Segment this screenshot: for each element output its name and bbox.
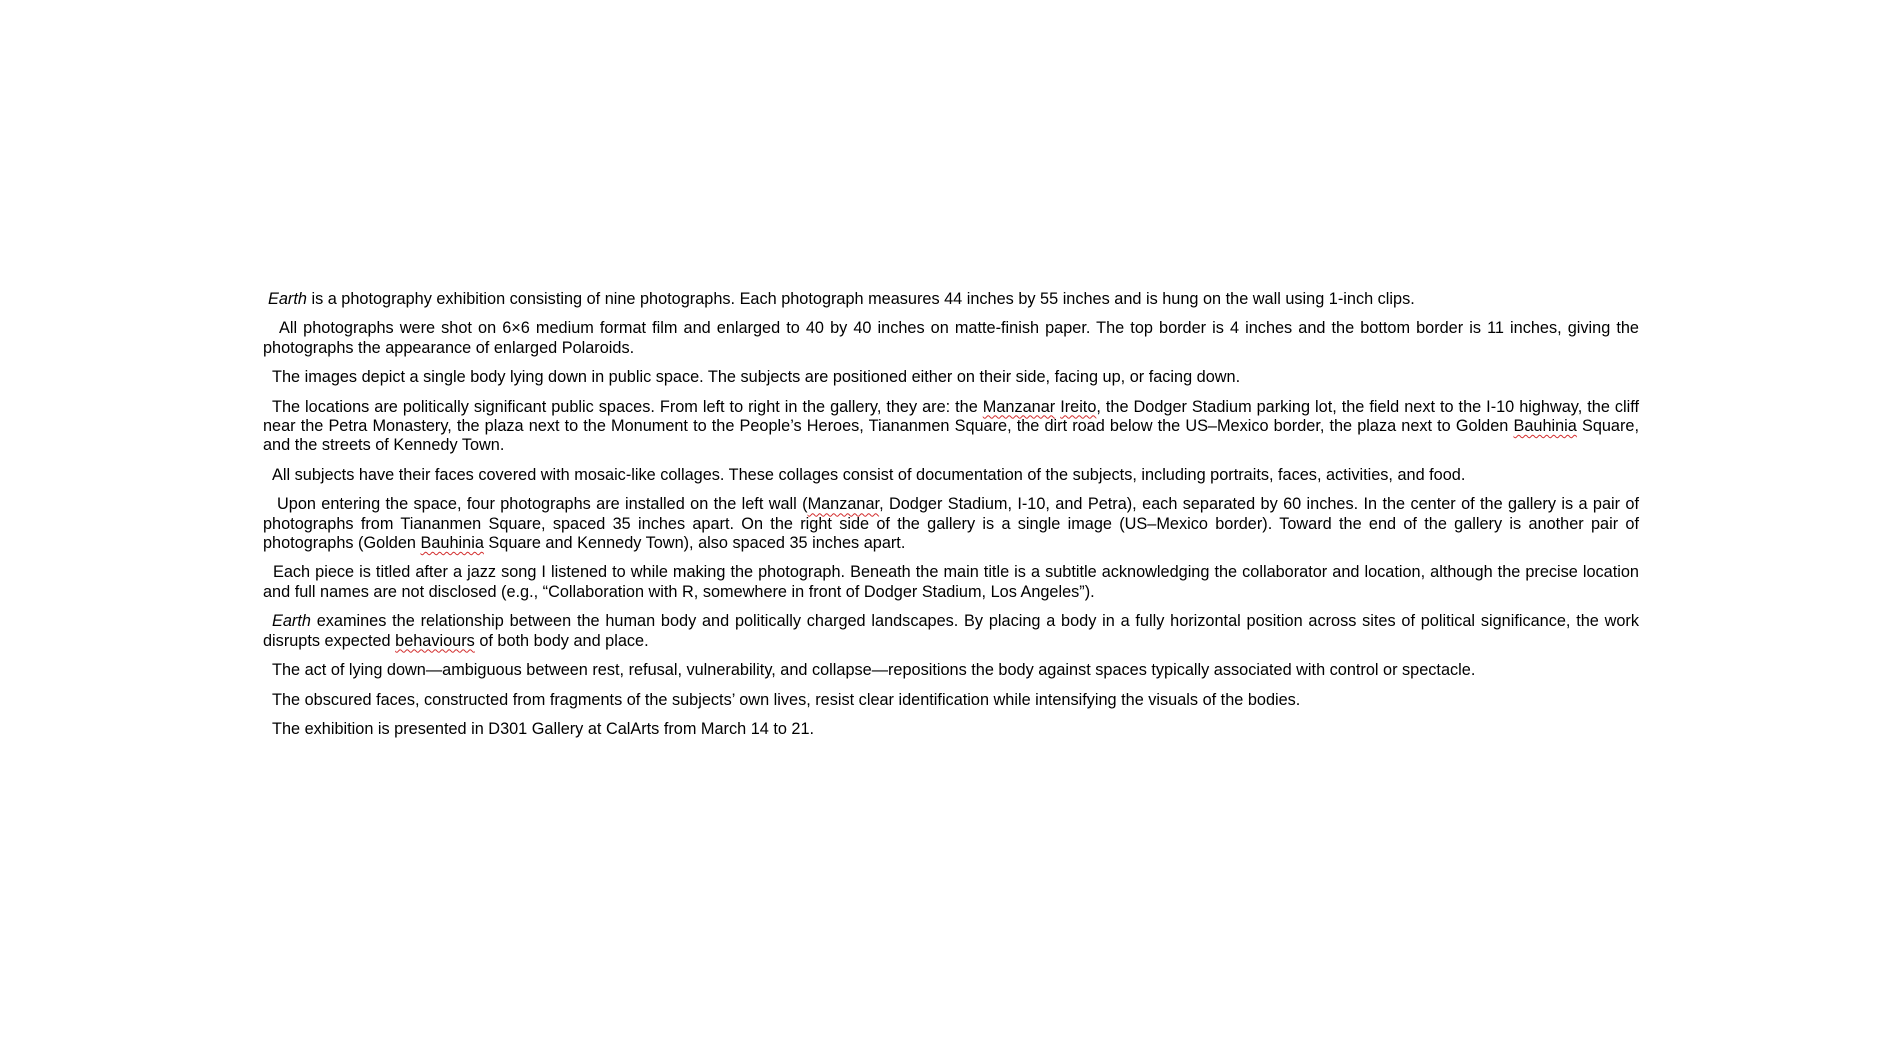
spellcheck-word[interactable]: Bauhinia	[420, 534, 484, 553]
paragraph-venue	[263, 720, 1639, 739]
text-segment: , the Dodger Stadium parking lot, the field next to the I-10 highway, the cliff near the Petra Monastery, the plaza next to the Monument to the People’s Heroes, Tiananmen Square, the dirt road below the US–Mexico border, the plaza next to Golden	[263, 397, 1639, 436]
text-segment: The images depict a single body lying down in public space. The subjects are positioned either on their side, facing up, or facing down.	[272, 368, 1241, 387]
paragraph-format	[263, 319, 1639, 358]
paragraph-faces	[263, 691, 1639, 710]
paragraph-locations	[263, 398, 1639, 456]
text-segment: The locations are politically significant public spaces. From left to right in the gallery, they are: the	[272, 397, 983, 416]
spellcheck-word[interactable]: Manzanar	[807, 495, 880, 514]
text-segment: All subjects have their faces covered with mosaic-like collages. These collages consist of documentation of the subjects, including portraits, faces, activities, and food.	[272, 465, 1466, 484]
text-segment: examines the relationship between the human body and politically charged landscapes. By placing a body in a fully horizontal position across sites of political significance, the work disrupts expected	[263, 612, 1639, 650]
exhibition-title: Earth	[272, 612, 311, 631]
text-segment: The exhibition is presented in D301 Gallery at CalArts from March 14 to 21.	[272, 719, 815, 738]
paragraph-titles	[263, 563, 1639, 602]
spellcheck-word[interactable]: Manzanar	[982, 397, 1056, 416]
text-segment: is a photography exhibition consisting of nine photographs. Each photograph measures 44 inches by 55 inches and is hung on the wall using 1-inch clips.	[306, 290, 1415, 308]
text-segment: The act of lying down—ambiguous between rest, refusal, vulnerability, and collapse—repositions the body against spaces typically associated with control or spectacle.	[272, 661, 1476, 680]
paragraph-installation	[263, 495, 1639, 553]
paragraph-collages	[263, 466, 1639, 485]
spellcheck-word[interactable]: Ireito	[1060, 397, 1097, 416]
paragraph-concept	[263, 612, 1639, 651]
paragraph-images	[263, 368, 1639, 387]
text-segment: The obscured faces, constructed from fragments of the subjects’ own lives, resist clear identification while intensifying the visuals of the bodies.	[272, 690, 1301, 709]
document-body[interactable]	[263, 290, 1639, 749]
text-segment: Each piece is titled after a jazz song I listened to while making the photograph. Beneath the main title is a subtitle acknowledging the collaborator and location, although the precise location and full names are not disclosed (e.g., “Collaboration with R, somewhere in front of Dodger Stadium, Los Angeles”).	[263, 563, 1639, 601]
text-segment: All photographs were shot on 6×6 medium format film and enlarged to 40 by 40 inches on matte-finish paper. The top border is 4 inches and the bottom border is 11 inches, giving the photographs the appearance of enlarged Polaroids.	[263, 319, 1639, 357]
spellcheck-word[interactable]: behaviours	[395, 631, 475, 650]
text-segment: Square, and the streets of Kennedy Town.	[263, 417, 1639, 455]
paragraph-intro	[263, 290, 1639, 309]
text-segment: Upon entering the space, four photographs are installed on the left wall (	[277, 495, 808, 514]
text-segment: of both body and place.	[474, 631, 649, 650]
exhibition-title: Earth	[268, 290, 307, 308]
text-segment: , Dodger Stadium, I-10, and Petra), each separated by 60 inches. In the center of the gallery is a pair of photographs from Tiananmen Square, spaced 35 inches apart. On the right side of the gallery is a single image (US–Mexico border). Toward the end of the gallery is another pair of photographs (Golden	[263, 495, 1640, 553]
spellcheck-word[interactable]: Bauhinia	[1513, 417, 1577, 436]
paragraph-lying-down	[263, 661, 1639, 680]
text-segment: Square and Kennedy Town), also spaced 35 inches apart.	[483, 534, 906, 553]
